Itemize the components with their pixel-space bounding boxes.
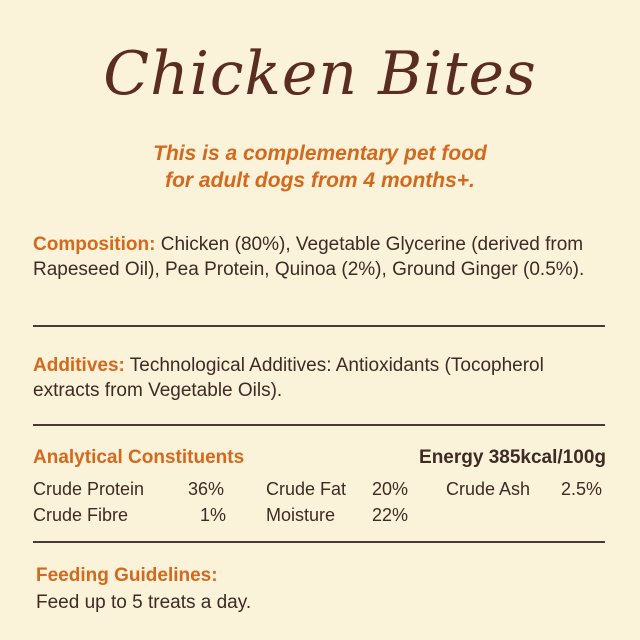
divider	[33, 424, 605, 426]
composition-section	[33, 232, 613, 282]
energy-value: Energy 385kcal/100g	[419, 447, 606, 468]
constituent-value: 22%	[372, 505, 409, 525]
product-subtitle	[0, 140, 640, 194]
additives-text: Technological Additives: Antioxidants (Tocopherol extracts from Vegetable Oils).	[33, 355, 544, 401]
feeding-text: Feed up to 5 treats a day.	[36, 592, 252, 613]
constituent-value: 36%	[188, 479, 225, 499]
constituent-label: Crude Fat	[266, 479, 347, 499]
constituent-label: Crude Fibre	[33, 505, 129, 525]
composition-heading: Composition:	[33, 234, 156, 255]
divider	[33, 325, 605, 327]
product-title: Chicken Bites	[103, 39, 537, 109]
subtitle-line-2: for adult dogs from 4 months+.	[165, 169, 475, 192]
constituent-label: Crude Ash	[446, 479, 531, 499]
constituent-label: Moisture	[266, 505, 336, 525]
constituent-value: 1%	[200, 505, 227, 525]
composition-text: Chicken (80%), Vegetable Glycerine (derived from Rapeseed Oil), Pea Protein, Quinoa (2%), Ground Ginger (0.5%).	[33, 234, 585, 280]
constituent-label: Crude Protein	[33, 479, 145, 499]
constituent-value: 2.5%	[561, 479, 603, 499]
subtitle-line-1: This is a complementary pet food	[153, 142, 487, 165]
divider	[33, 541, 605, 543]
constituent-value: 20%	[372, 479, 409, 499]
additives-section	[33, 353, 613, 403]
additives-heading: Additives:	[33, 355, 125, 376]
analytical-heading: Analytical Constituents	[33, 447, 245, 468]
feeding-heading: Feeding Guidelines:	[36, 565, 218, 586]
